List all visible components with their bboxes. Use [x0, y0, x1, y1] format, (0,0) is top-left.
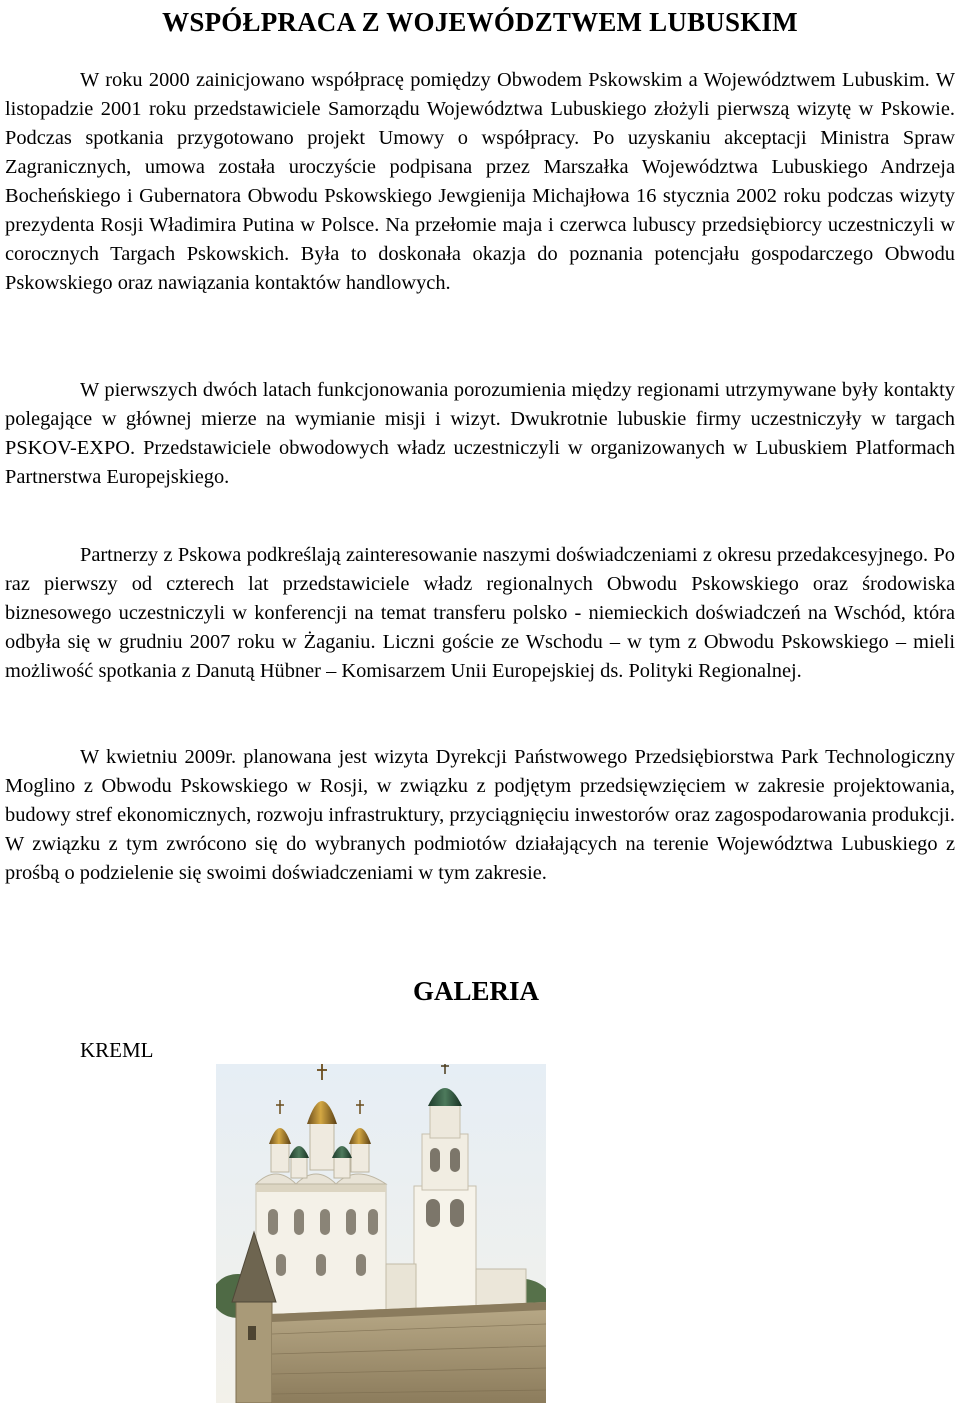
kremlin-illustration: [216, 1064, 546, 1403]
paragraph-2-text: W pierwszych dwóch latach funkcjonowania porozumienia między regionami utrzymywane były kontakty polegające w głównej mierze na wymianie misji i wizyt. Dwukrotnie lubuskie firmy uczestniczyły w targach PSKOV-EXPO. Przedstawiciele obwodowych władz uczestniczyli w organizowanych w Lubuskiem Platformach Partnerstwa Europejskiego.: [5, 379, 955, 488]
paragraph-3: [5, 541, 955, 686]
page-title: WSPÓŁPRACA Z WOJEWÓDZTWEM LUBUSKIM: [162, 7, 798, 37]
paragraph-1-text: W roku 2000 zainicjowano współpracę pomiędzy Obwodem Pskowskim a Województwem Lubuskim. W listopadzie 2001 roku przedstawiciele Samorządu Województwa Lubuskiego złożyli pierwszą wizytę w Pskowie. Podczas spotkania przygotowano projekt Umowy o współpracy. Po uzyskaniu akceptacji Ministra Spraw Zagranicznych, umowa została uroczyście podpisana przez Marszałka Województwa Lubuskiego Andrzeja Bocheńskiego i Gubernatora Obwodu Pskowskiego Jewgienija Michajłowa 16 stycznia 2002 roku podczas wizyty prezydenta Rosji Władimira Putina w Polsce. Na przełomie maja i czerwca lubuscy przedsiębiorcy uczestniczyli w corocznych Targach Pskowskich. Była to doskonała okazja do poznania potencjału gospodarczego Obwodu Pskowskiego oraz nawiązania kontaktów handlowych.: [5, 69, 955, 294]
paragraph-1: [5, 66, 955, 298]
fortress-wall: [272, 1302, 546, 1403]
paragraph-2: [5, 376, 955, 492]
kremlin-photo: [216, 1064, 546, 1403]
paragraph-3-text: Partnerzy z Pskowa podkreślają zainteresowanie naszymi doświadczeniami z okresu przedakcesyjnego. Po raz pierwszy od czterech lat przedstawiciele władz regionalnych Obwodu Pskowskiego oraz środowiska biznesowego uczestniczyli w konferencji na temat transferu polsko - niemieckich doświadczeń na Wschód, która odbyła się w grudniu 2007 roku w Żaganiu. Liczni goście ze Wschodu – w tym z Obwodu Pskowskiego – mieli możliwość spotkania z Danutą Hübner – Komisarzem Unii Europejskiej ds. Polityki Regionalnej.: [5, 544, 955, 682]
paragraph-4: [5, 743, 955, 888]
photo-caption: KREML: [80, 1038, 154, 1062]
paragraph-4-text: W kwietniu 2009r. planowana jest wizyta Dyrekcji Państwowego Przedsiębiorstwa Park Technologiczny Moglino z Obwodu Pskowskiego w Rosji, w związku z podjętym przedsięwzięciem w zakresie projektowania, budowy stref ekonomicznych, rozwoju infrastruktury, przyciągnięciu inwestorów oraz zagospodarowania produkcji. W związku z tym zwrócono się do wybranych podmiotów działających na terenie Województwa Lubuskiego z prośbą o podzielenie się swoimi doświadczeniami w tym zakresie.: [5, 746, 955, 884]
gallery-heading: GALERIA: [413, 976, 540, 1006]
